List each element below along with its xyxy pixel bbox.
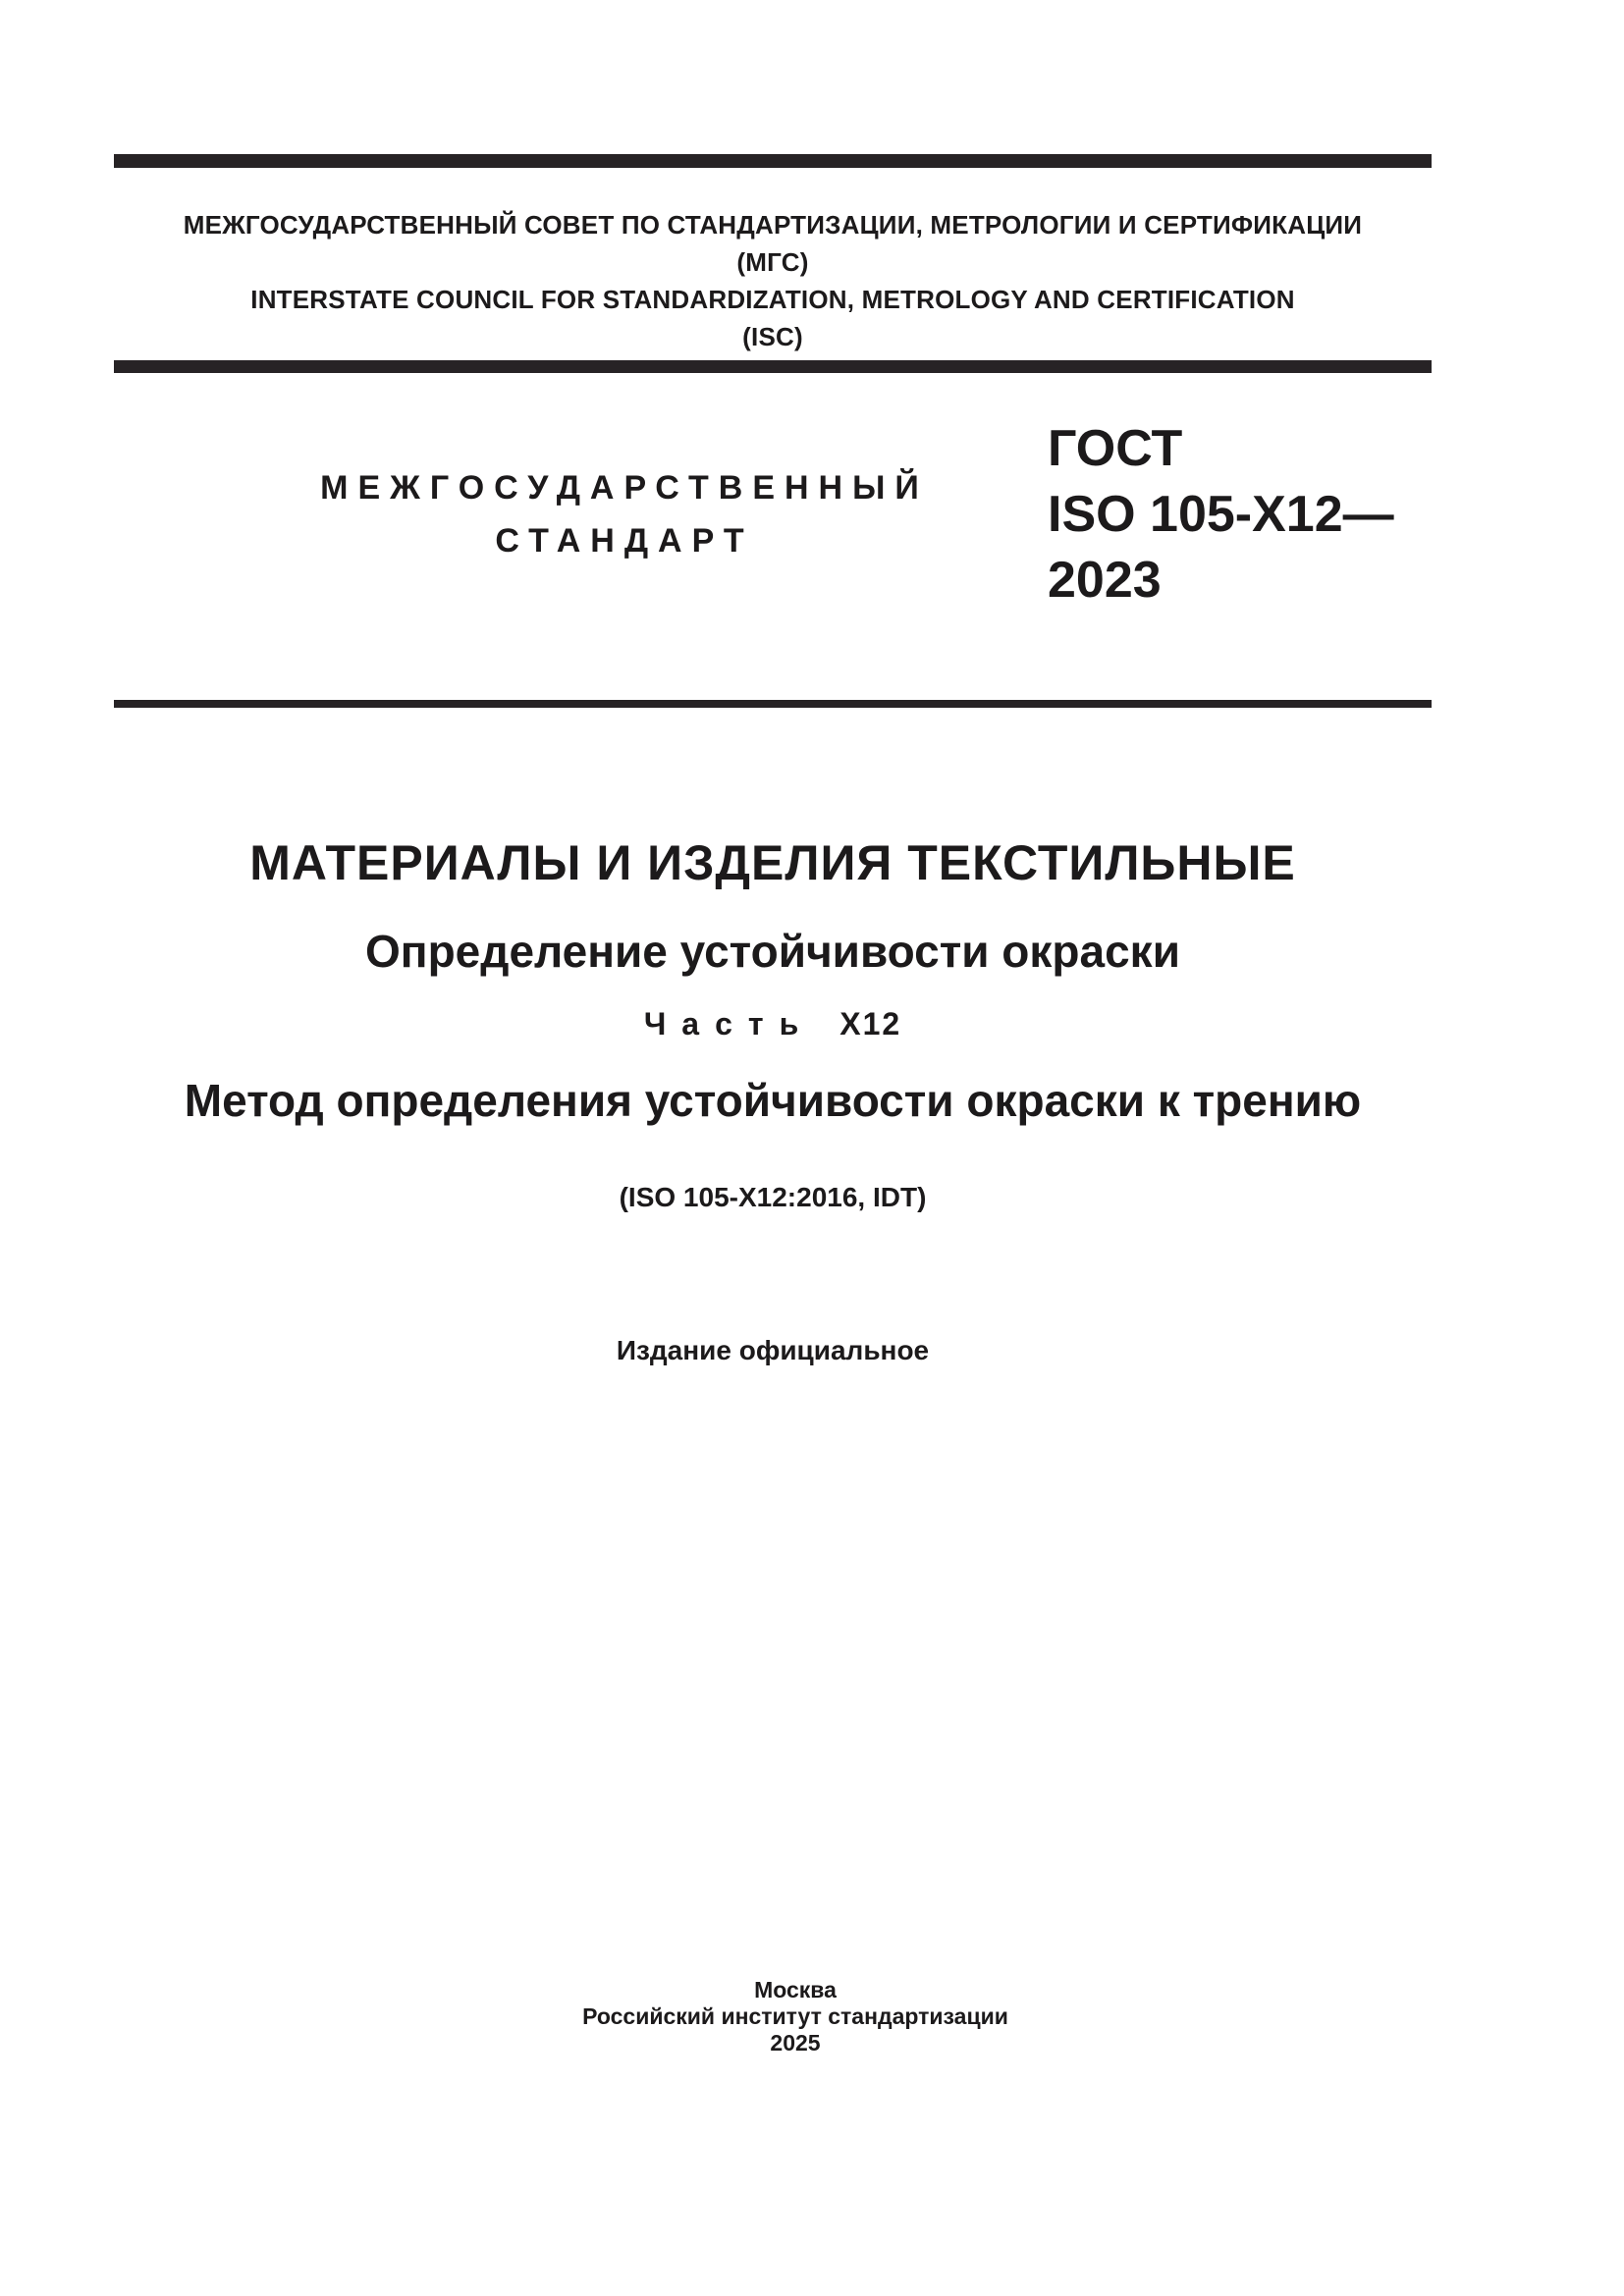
org-name-en: INTERSTATE COUNCIL FOR STANDARDIZATION, METROLOGY AND CERTIFICATION xyxy=(250,285,1295,314)
imprint-city: Москва xyxy=(754,1977,837,2002)
part-number: Х12 xyxy=(839,1006,902,1041)
bottom-rule xyxy=(114,700,1432,708)
title-subtitle: Определение устойчивости окраски xyxy=(365,926,1180,977)
part-label: Часть xyxy=(643,1006,815,1041)
title-method: Метод определения устойчивости окраски к трению xyxy=(184,1075,1362,1126)
standard-designation xyxy=(1048,416,1394,614)
org-abbr-en: (ISC) xyxy=(742,322,803,351)
standard-type xyxy=(114,461,1135,567)
issuing-organization xyxy=(114,206,1432,355)
iso-equivalence-note: (ISO 105-X12:2016, IDT) xyxy=(619,1182,927,1212)
designation-number: ISO 105-Х12— xyxy=(1048,486,1394,543)
designation-year: 2023 xyxy=(1048,552,1162,609)
top-rule xyxy=(114,154,1432,168)
title-part xyxy=(114,1007,1432,1041)
standard-type-line1: МЕЖГОСУДАРСТВЕННЫЙ xyxy=(320,469,929,507)
imprint-block xyxy=(114,1977,1477,2056)
middle-rule xyxy=(114,360,1432,373)
imprint-year: 2025 xyxy=(770,2030,821,2056)
title-subject: МАТЕРИАЛЫ И ИЗДЕЛИЯ ТЕКСТИЛЬНЫЕ xyxy=(249,835,1296,890)
edition-note: Издание официальное xyxy=(616,1335,930,1365)
imprint-publisher: Российский институт стандартизации xyxy=(582,2003,1008,2029)
org-abbr-ru: (МГС) xyxy=(736,247,809,277)
designation-gost: ГОСТ xyxy=(1048,420,1183,477)
standard-type-line2: СТАНДАРТ xyxy=(495,522,754,560)
org-name-ru: МЕЖГОСУДАРСТВЕННЫЙ СОВЕТ ПО СТАНДАРТИЗАЦИИ, МЕТРОЛОГИИ И СЕРТИФИКАЦИИ xyxy=(183,210,1363,240)
